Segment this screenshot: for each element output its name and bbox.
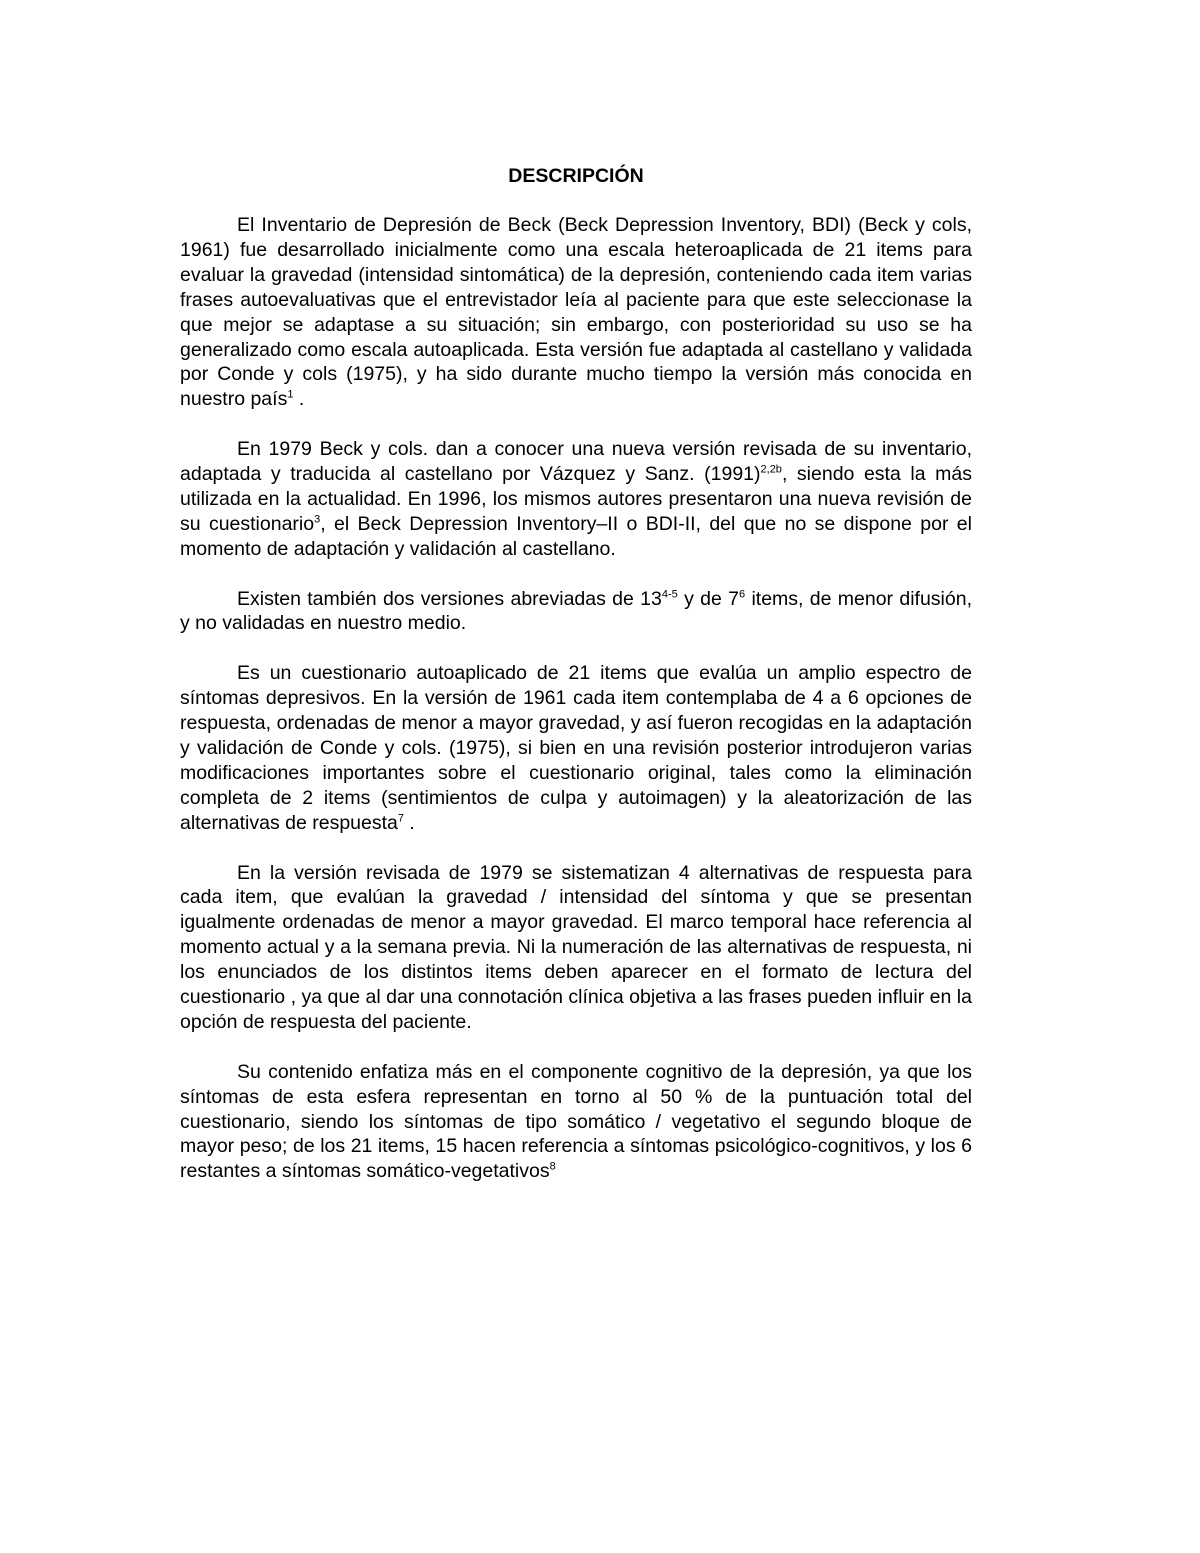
paragraph-2 — [180, 437, 972, 562]
paragraph-4 — [180, 661, 972, 835]
paragraph-text: Existen también dos versiones abreviadas de 13 — [237, 587, 662, 610]
paragraph-1 — [180, 213, 972, 412]
paragraph-text: y de 7 — [677, 587, 740, 610]
paragraph-text: En la versión revisada de 1979 se sistematizan 4 alternativas de respuesta para cada item, que evalúan la gravedad / intensidad del síntoma y que se presentan igualmente ordenadas de menor a mayor gravedad. El marco temporal hace referencia al momento actual y a la semana previa. Ni la numeración de las alternativas de respuesta, ni los enunciados de los distintos items deben aparecer en el formato de lectura del cuestionario , ya que al dar una connotación clínica objetiva a las frases pueden influir en la opción de respuesta del paciente. — [180, 861, 972, 1033]
paragraph-text: , el Beck Depression Inventory–II o BDI-II, del que no se dispone por el momento de adaptación y validación al castellano. — [180, 512, 972, 560]
paragraph-text: En 1979 Beck y cols. dan a conocer una nueva versión revisada de su inventario, adaptada y traducida al castellano por Vázquez y Sanz. (1991) — [180, 438, 972, 486]
citation-superscript: 2,2b — [760, 463, 782, 476]
paragraph-5 — [180, 861, 972, 1035]
paragraph-text: . — [404, 811, 415, 834]
paragraph-text: , siendo esta la más utilizada en la actualidad. En 1996, los mismos autores presentaron una nueva revisión de su cuestionario — [180, 463, 972, 535]
document-page — [180, 163, 972, 1209]
paragraph-text: Su contenido enfatiza más en el componente cognitivo de la depresión, ya que los síntomas de esta esfera representan en torno al 50 % de la puntuación total del cuestionario, siendo los síntomas de tipo somático / vegetativo el segundo bloque de mayor peso; de los 21 items, 15 hacen referencia a síntomas psicológico-cognitivos, y los 6 restantes a síntomas somático-vegetativos — [180, 1060, 972, 1183]
paragraph-6 — [180, 1060, 972, 1185]
citation-superscript: 4-5 — [661, 588, 678, 601]
citation-superscript: 3 — [314, 513, 321, 526]
paragraph-3 — [180, 587, 972, 637]
citation-superscript: 1 — [287, 388, 294, 401]
paragraph-text: El Inventario de Depresión de Beck (Beck Depression Inventory, BDI) (Beck y cols, 1961) fue desarrollado inicialmente como una escala heteroaplicada de 21 items para evaluar la gravedad (intensidad sintomática) de la depresión, conteniendo cada item varias frases autoevaluativas que el entrevistador leía al paciente para que este seleccionase la que mejor se adaptase a su situación; sin embargo, con posterioridad su uso se ha generalizado como escala autoaplicada. Esta versión fue adaptada al castellano y validada por Conde y cols (1975), y ha sido durante mucho tiempo la versión más conocida en nuestro país — [180, 214, 972, 411]
paragraph-text: Es un cuestionario autoaplicado de 21 items que evalúa un amplio espectro de síntomas depresivos. En la versión de 1961 cada item contemplaba de 4 a 6 opciones de respuesta, ordenadas de menor a mayor gravedad, y así fueron recogidas en la adaptación y validación de Conde y cols. (1975), si bien en una revisión posterior introdujeron varias modificaciones importantes sobre el cuestionario original, tales como la eliminación completa de 2 items (sentimientos de culpa y autoimagen) y la aleatorización de las alternativas de respuesta — [180, 662, 972, 834]
paragraph-text: . — [293, 388, 305, 411]
citation-superscript: 7 — [397, 812, 405, 825]
citation-superscript: 6 — [739, 588, 746, 601]
document-title: DESCRIPCIÓN — [508, 165, 644, 187]
paragraph-text: items, de menor difusión, y no validadas en nuestro medio. — [180, 587, 972, 635]
citation-superscript: 8 — [549, 1160, 556, 1173]
